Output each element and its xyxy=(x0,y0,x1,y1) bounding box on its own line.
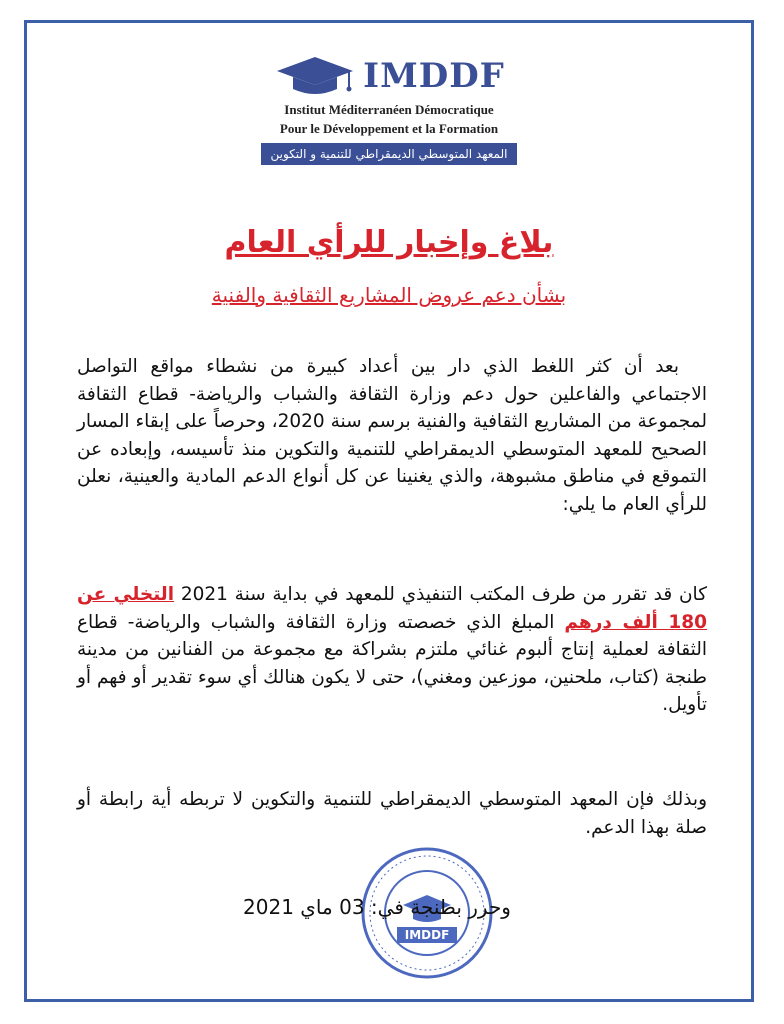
french-name-line1: Institut Méditerranéen Démocratique xyxy=(284,102,494,117)
stamp-text: IMDDF xyxy=(404,928,450,942)
arabic-name-banner: المعهد المتوسطي الديمقراطي للتنمية و التكوين xyxy=(261,143,518,165)
paragraph-conclusion: وبذلك فإن المعهد المتوسطي الديمقراطي للتنمية والتكوين لا تربطه أية رابطة أو صلة بهذا الدعم. xyxy=(77,789,707,838)
institute-logo xyxy=(27,53,751,165)
decision-text-start: كان قد تقرر من طرف المكتب التنفيذي للمعهد في بداية سنة 2021 xyxy=(174,584,708,605)
document-subtitle: بشأن دعم عروض المشاريع الثقافية والفنية xyxy=(211,283,567,307)
document-frame xyxy=(24,20,754,1002)
french-name-line2: Pour le Développement et la Formation xyxy=(279,121,499,136)
paragraph-intro: بعد أن كثر اللغط الذي دار بين أعداد كبيرة من نشطاء مواقع التواصل الاجتماعي والفاعلين حول دعم وزارة الثقافة والشباب والرياضة- قطاع الثقافة لمجموعة من المشاريع الثقافية والفنية برسم سنة 2020، وحرصاً على إبقاء المسار الصحيح للمعهد المتوسطي الديمقراطي للتنمية والتكوين منذ تأسيسه، وإبعاده عن التموقع في مناطق مشبوهة، والذي يغنينا عن كل أنواع الدعم المادية والعينية، نعلن للرأي العام ما يلي: xyxy=(77,356,707,515)
graduation-cap-icon xyxy=(273,53,357,99)
logo-name: IMDDF xyxy=(363,56,505,96)
decision-highlight: التخلي عن 180 ألف درهم xyxy=(77,584,707,633)
paragraph-decision xyxy=(77,581,707,719)
signature-line: وحرر بطنجة في: 03 ماي 2021 xyxy=(243,895,511,919)
document-title: بلاغ وإخبار للرأي العام xyxy=(224,225,554,260)
decision-text-end: المبلغ الذي خصصته وزارة الثقافة والشباب والرياضة- قطاع الثقافة لعملية إنتاج ألبوم غنائي ملتزم بشراكة مع مجموعة من الفنانين من مدينة طنجة (كتاب، ملحنين، موزعين ومغني)، حتى لا يكون هنالك أي سوء تقدير أو فهم أو تأويل. xyxy=(77,611,707,715)
